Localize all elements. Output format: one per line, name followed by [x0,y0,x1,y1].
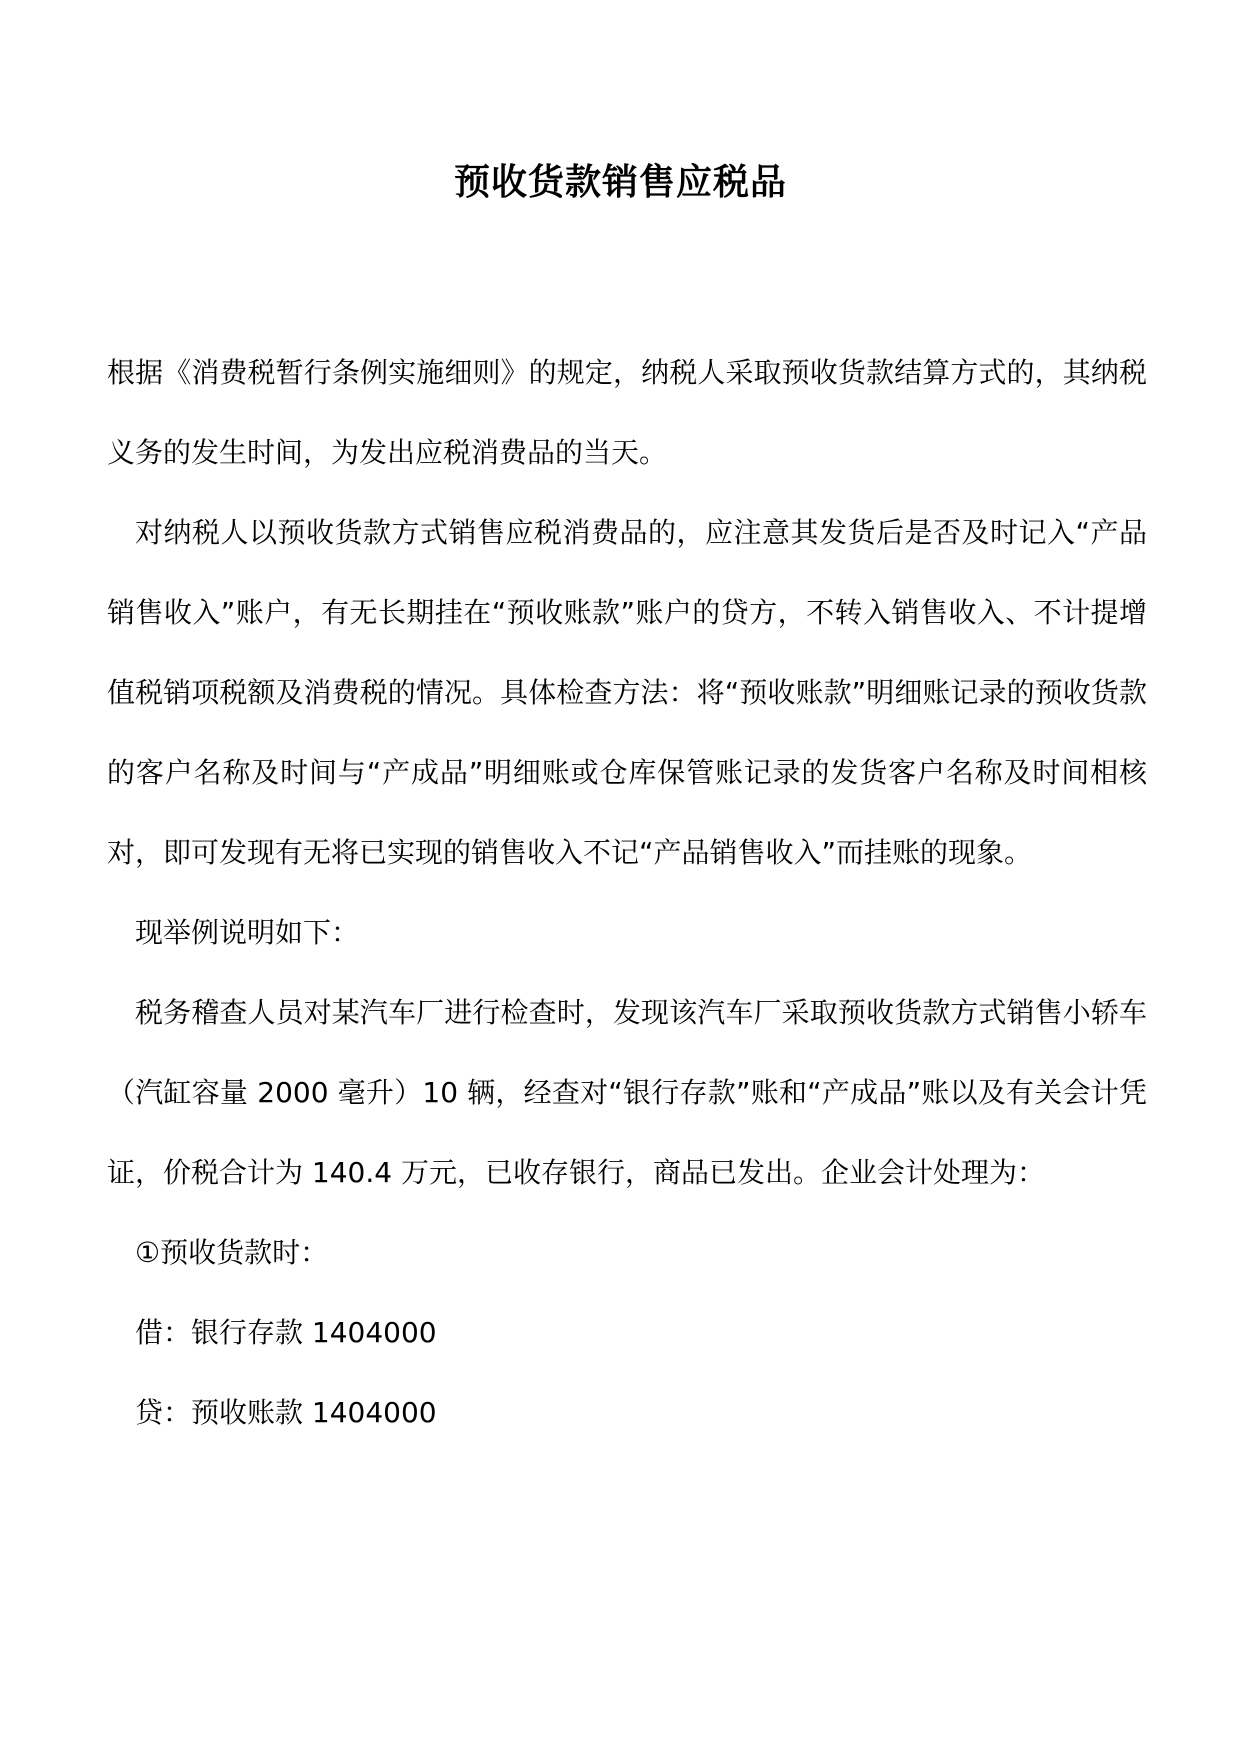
paragraph-example-case: 税务稽查人员对某汽车厂进行检查时，发现该汽车厂采取预收货款方式销售小轿车（汽缸容量 2000 毫升）10 辆，经查对“银行存款”账和“产成品”账以及有关会计凭证，价税合计为 140.4 万元，已收存银行，商品已发出。企业会计处理为： [107,996,1147,1189]
entry-debit: 借：银行存款 1404000 [135,1316,437,1349]
entry-heading: ①预收货款时： [135,1236,329,1269]
paragraph-regulation: 根据《消费税暂行条例实施细则》的规定，纳税人采取预收货款结算方式的，其纳税义务的发生时间，为发出应税消费品的当天。 [107,356,1147,469]
document-body [107,333,1147,1453]
paragraph-inspection-method: 对纳税人以预收货款方式销售应税消费品的，应注意其发货后是否及时记入“产品销售收入”账户，有无长期挂在“预收账款”账户的贷方，不转入销售收入、不计提增值税销项税额及消费税的情况。具体检查方法：将“预收账款”明细账记录的预收货款的客户名称及时间与“产成品”明细账或仓库保管账记录的发货客户名称及时间相核对，即可发现有无将已实现的销售收入不记“产品销售收入”而挂账的现象。 [107,516,1147,869]
paragraph-example-intro: 现举例说明如下： [135,916,360,949]
document-title: 预收货款销售应税品 [453,162,787,203]
entry-credit: 贷：预收账款 1404000 [135,1396,437,1429]
